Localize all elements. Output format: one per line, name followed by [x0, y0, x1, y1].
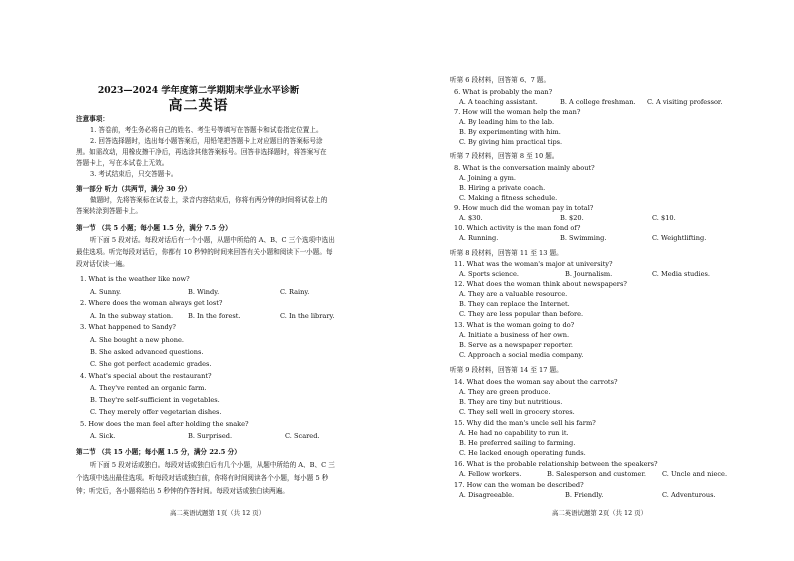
option-a: A. In the subway station.	[90, 312, 174, 320]
page-footer: 高二英语试题第 1页（共 12 页）	[170, 509, 265, 517]
option-c: C. $10.	[652, 214, 676, 222]
option-c: C. She got perfect academic grades.	[90, 360, 212, 368]
question-text: 13. What is the woman going to do?	[454, 321, 575, 329]
option-c: C. Making a fitness schedule.	[459, 194, 558, 202]
question-text: 4. What's special about the restaurant?	[80, 372, 212, 380]
section1-desc: 听下面 5 段对话。每段对话后有一个小题，从题中所给的 A、B、C 三个选项中选出	[90, 236, 335, 244]
option-a: A. Joining a gym.	[459, 174, 516, 182]
option-c: C. Rainy.	[280, 288, 310, 296]
option-b: B. Windy.	[188, 288, 220, 296]
option-b: B. Hiring a private coach.	[459, 184, 546, 192]
option-c: C. In the library.	[280, 312, 335, 320]
option-b: B. Salesperson and customer.	[547, 470, 646, 478]
option-c: C. They merely offer vegetarian dishes.	[90, 408, 222, 416]
question-text: 17. How can the woman be described?	[454, 481, 584, 489]
option-b: B. Surprised.	[188, 432, 233, 440]
material-heading: 听第 7 段材料，回答第 8 至 10 题。	[450, 152, 559, 160]
page-footer: 高二英语试题第 2页（共 12 页）	[552, 509, 647, 517]
option-c: C. Weightlifting.	[652, 234, 707, 242]
question-text: 8. What is the conversation mainly about?	[454, 164, 595, 172]
option-a: A. Sick.	[90, 432, 116, 440]
section1-desc: 段对话仅读一遍。	[76, 260, 129, 268]
material-heading: 听第 8 段材料，回答第 11 至 13 题。	[450, 249, 563, 257]
exam-subject: 高二英语	[168, 98, 229, 114]
option-c: C. Media studies.	[652, 270, 711, 278]
exam-title: 2023—2024 学年度第二学期期末学业水平诊断	[97, 85, 300, 96]
question-text: 1. What is the weather like now?	[80, 275, 190, 283]
option-a: A. Disagreeable.	[459, 491, 515, 499]
option-b: B. In the forest.	[188, 312, 241, 320]
option-c: C. A visiting professor.	[647, 98, 723, 106]
option-b: B. Journalism.	[565, 270, 613, 278]
note-line: 黑。如需改动，用橡皮擦干净后，再选涂其他答案标号。回答非选择题时，将答案写在	[76, 148, 327, 156]
section1-desc: 最佳选项。听完每段对话后，你都有 10 秒钟的时间来回答有关小题和阅读下一小题。每	[76, 248, 333, 256]
option-a: A. They are green produce.	[459, 388, 551, 396]
material-heading: 听第 6 段材料，回答第 6、7 题。	[450, 76, 551, 84]
question-text: 15. Why did the man's uncle sell his farm?	[454, 419, 596, 427]
option-b: B. They're self-sufficient in vegetables.	[90, 396, 220, 404]
option-c: C. By giving him practical tips.	[459, 138, 563, 146]
option-b: B. Swimming.	[560, 234, 607, 242]
note-line: 答题卡上，写在本试卷上无效。	[76, 159, 169, 167]
option-a: A. Initiate a business of her own.	[459, 331, 570, 339]
option-c: C. He lacked enough operating funds.	[459, 449, 586, 457]
note-line: 1. 答卷前，考生务必将自己的姓名、考生号等填写在答题卡和试卷指定位置上。	[90, 126, 323, 134]
question-text: 2. Where does the woman always get lost?	[80, 299, 223, 307]
option-a: A. $30.	[459, 214, 483, 222]
material-heading: 听第 9 段材料，回答第 14 至 17 题。	[450, 366, 563, 374]
option-b: B. A college freshman.	[560, 98, 636, 106]
question-text: 16. What is the probable relationship between the speakers?	[454, 460, 658, 468]
section1-heading: 第一节 （共 5 小题；每小题 1.5 分，满分 7.5 分）	[76, 224, 232, 232]
option-b: B. They can replace the Internet.	[459, 300, 570, 308]
part1-desc: 答案转涂到答题卡上。	[76, 207, 142, 215]
option-b: B. Serve as a newspaper reporter.	[459, 341, 573, 349]
question-text: 5. How does the man feel after holding the snake?	[80, 420, 249, 428]
option-c: C. Scared.	[285, 432, 320, 440]
option-c: C. Adventurous.	[662, 491, 716, 499]
option-a: A. Fellow workers.	[459, 470, 522, 478]
option-a: A. Sunny.	[90, 288, 122, 296]
option-b: B. She asked advanced questions.	[90, 348, 204, 356]
note-line: 2. 回答选择题时，选出每小题答案后，用铅笔把答题卡上对应题目的答案标号涂	[90, 137, 323, 145]
option-a: A. Running.	[459, 234, 499, 242]
option-a: A. A teaching assistant.	[459, 98, 538, 106]
option-a: A. They've rented an organic farm.	[90, 384, 207, 392]
question-text: 11. What was the woman's major at university?	[454, 260, 613, 268]
option-a: A. Sports science.	[459, 270, 519, 278]
option-a: A. By leading him to the lab.	[459, 118, 555, 126]
option-b: B. He preferred sailing to farming.	[459, 439, 576, 447]
question-text: 7. How will the woman help the man?	[454, 108, 581, 116]
section2-desc: 钟；听完后，各小题将给出 5 秒钟的作答时间。每段对话或独白读两遍。	[76, 487, 289, 495]
option-c: C. They are less popular than before.	[459, 310, 584, 318]
option-c: C. Approach a social media company.	[459, 351, 584, 359]
notes-heading: 注意事项：	[76, 115, 109, 123]
option-b: B. They are tiny but nutritious.	[459, 398, 563, 406]
part1-desc: 做题时，先将答案标在试卷上，录音内容结束后，你将有两分钟的时间将试卷上的	[90, 196, 328, 204]
question-text: 6. What is probably the man?	[454, 88, 553, 96]
option-c: C. They sell well in grocery stores.	[459, 408, 575, 416]
question-text: 10. Which activity is the man fond of?	[454, 224, 581, 232]
option-a: A. She bought a new phone.	[90, 336, 184, 344]
option-a: A. They are a valuable resource.	[459, 290, 568, 298]
question-text: 12. What does the woman think about newspapers?	[454, 280, 627, 288]
right-page	[397, 0, 794, 561]
part1-heading: 第一部分 听力（共两节，满分 30 分）	[76, 185, 191, 193]
question-text: 14. What does the woman say about the carrots?	[454, 378, 618, 386]
option-a: A. He had no capability to run it.	[459, 429, 569, 437]
option-c: C. Uncle and niece.	[662, 470, 728, 478]
option-b: B. $20.	[560, 214, 584, 222]
section2-desc: 个选项中选出最佳选项。听每段对话或独白前，你将有时间阅读各个小题，每小题 5 秒	[76, 474, 329, 482]
question-text: 3. What happened to Sandy?	[80, 323, 176, 331]
section2-desc: 听下面 5 段对话或独白。每段对话或独白后有几个小题，从题中所给的 A、B、C 三	[90, 461, 335, 469]
option-b: B. By experimenting with him.	[459, 128, 561, 136]
option-b: B. Friendly.	[565, 491, 604, 499]
section2-heading: 第二节 （共 15 小题；每小题 1.5 分，满分 22.5 分）	[76, 448, 241, 456]
note-line: 3. 考试结束后，只交答题卡。	[90, 170, 178, 178]
question-text: 9. How much did the woman pay in total?	[454, 204, 594, 212]
